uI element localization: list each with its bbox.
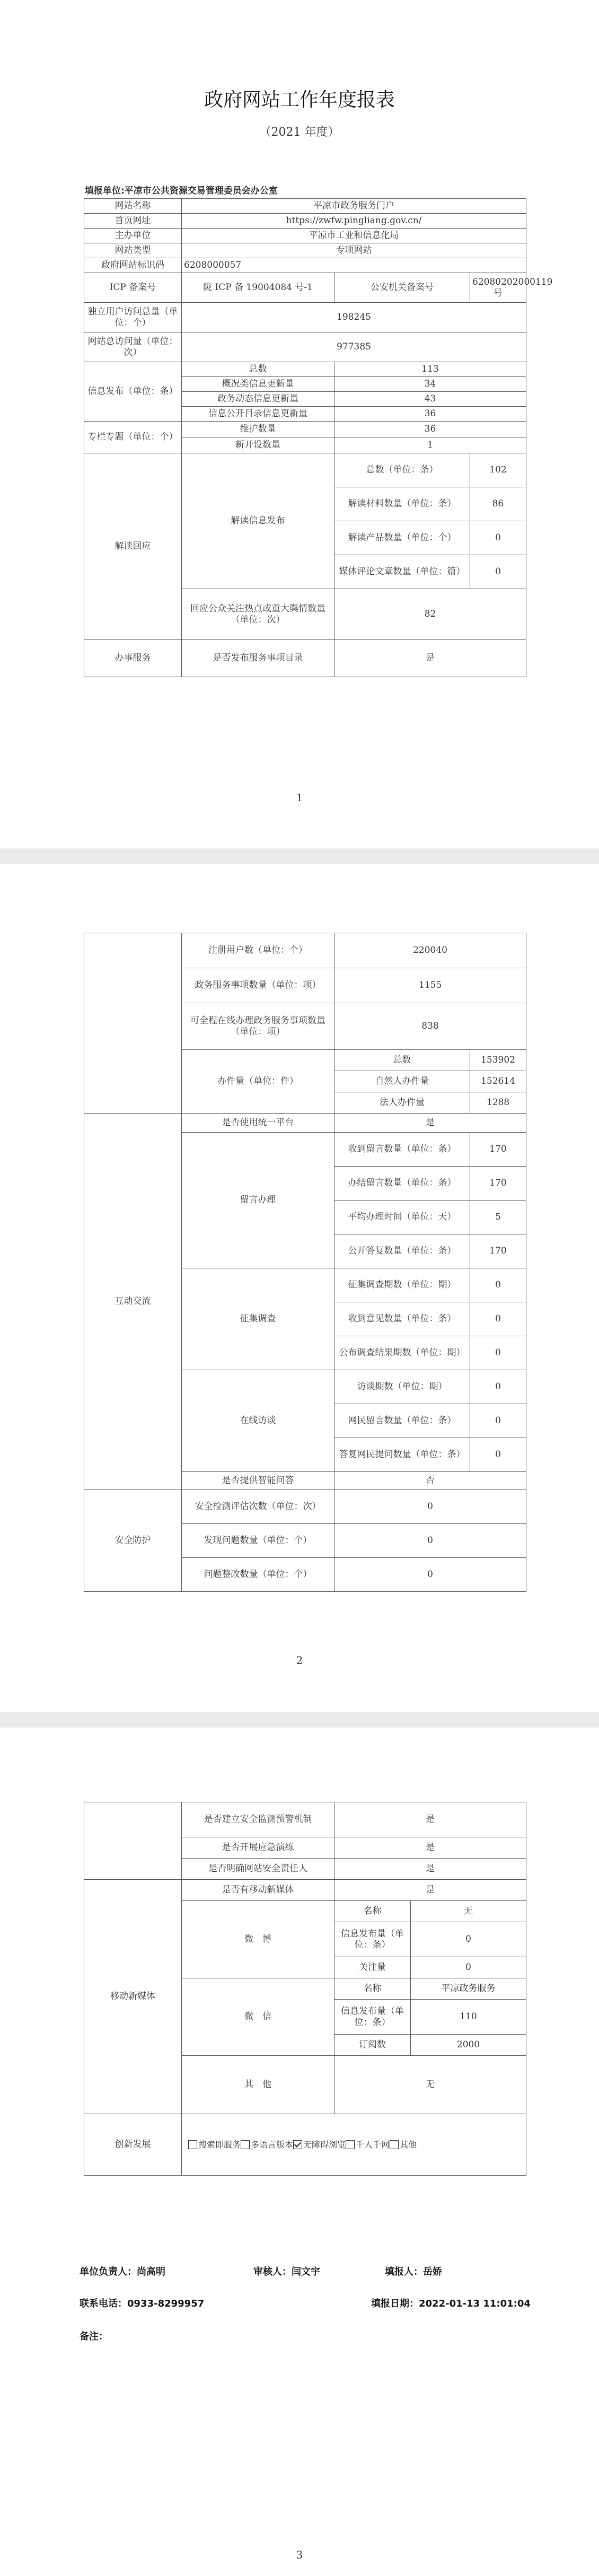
security-label: 安全防护 (84, 1490, 182, 1592)
catalog-value: 36 (334, 407, 526, 422)
cases-total: 153902 (470, 1050, 526, 1071)
weibo-follow-label: 关注量 (334, 1957, 411, 1978)
netizen-label: 网民留言数量（单位：条） (334, 1404, 470, 1438)
innovation-option[interactable] (293, 2140, 346, 2150)
closed-label: 办结留言数量（单位：条） (334, 1167, 470, 1201)
service-label: 办事服务 (84, 640, 182, 677)
other-value: 无 (334, 2056, 526, 2114)
site-name-label: 网站名称 (84, 199, 182, 214)
items-value: 1155 (334, 968, 526, 1003)
pv-value: 977385 (182, 332, 526, 362)
found-label: 发现问题数量（单位：个） (182, 1524, 334, 1558)
result-label: 公布调查结果期数（单位：期） (334, 1336, 470, 1370)
uv-label: 独立用户访问总量（单位：个） (84, 303, 182, 332)
users-value: 220040 (334, 933, 526, 968)
innovation-label: 创新发展 (84, 2114, 182, 2176)
online-label: 可全程在线办理政务服务事项数量（单位：项） (182, 1003, 334, 1050)
column-label: 专栏专题（单位：个） (84, 422, 182, 453)
platform-label: 是否使用统一平台 (182, 1114, 334, 1133)
option-label: 千人千网 (356, 2139, 390, 2150)
mobile-has-label: 是否有移动新媒体 (182, 1880, 334, 1901)
interview-label: 在线访谈 (182, 1370, 334, 1472)
publish-label: 是否发布服务事项目录 (182, 640, 334, 677)
interpret-total-label: 总数（单位：条） (334, 453, 470, 487)
reviewer: 审核人：闫文宇 (253, 2266, 320, 2277)
page-number: 3 (296, 2548, 303, 2561)
checkbox-icon[interactable] (346, 2140, 355, 2149)
info-total: 113 (334, 362, 526, 377)
weibo-posts: 0 (411, 1922, 526, 1957)
smart-value: 否 (334, 1472, 526, 1490)
icp-number: 陇 ICP 备 19004084 号-1 (182, 273, 334, 303)
answer-value: 0 (470, 1438, 526, 1472)
survey-count-label: 征集调查期数（单位：期） (334, 1268, 470, 1302)
found-value: 0 (334, 1524, 526, 1558)
monitor-label: 是否建立安全监测预警机制 (182, 1802, 334, 1837)
page-gap (0, 1712, 599, 1728)
publish-value: 是 (334, 640, 526, 677)
interpret-sub-label: 解读信息发布 (182, 453, 334, 589)
check-label: 安全检测评估次数（单位：次） (182, 1490, 334, 1524)
survey-count: 0 (470, 1268, 526, 1302)
column-new: 1 (334, 437, 526, 453)
interaction-label: 互动交流 (84, 1114, 182, 1490)
site-type: 专项网站 (182, 243, 526, 258)
page-number: 2 (296, 1654, 303, 1667)
police-label: 公安机关备案号 (334, 273, 470, 303)
owner-label: 是否明确网站安全责任人 (182, 1859, 334, 1880)
column-maintain-label: 维护数量 (182, 422, 334, 437)
users-label: 注册用户数（单位：个） (182, 933, 334, 968)
host-label: 主办单位 (84, 229, 182, 243)
site-code-label: 政府网站标识码 (84, 258, 182, 273)
smart-label: 是否提供智能问答 (182, 1472, 334, 1490)
option-label: 其他 (400, 2139, 417, 2150)
wechat-sub-label: 订阅数 (334, 2035, 411, 2056)
checkbox-icon[interactable] (188, 2140, 197, 2149)
page-1 (0, 0, 599, 848)
interpret-total: 102 (470, 453, 526, 487)
dynamic-label: 政务动态信息更新量 (182, 392, 334, 407)
weibo-name-label: 名称 (334, 1901, 411, 1922)
wechat-sub: 2000 (411, 2035, 526, 2056)
host-unit: 平凉市工业和信息化局 (182, 229, 526, 243)
online-value: 838 (334, 1003, 526, 1050)
netizen-value: 0 (470, 1404, 526, 1438)
product-value: 0 (470, 521, 526, 555)
checkbox-icon[interactable] (390, 2140, 399, 2149)
page-title: 政府网站工作年度报表 (204, 89, 395, 111)
overview-label: 概况类信息更新量 (182, 377, 334, 392)
mobile-has: 是 (334, 1880, 526, 1901)
security-cont-cell (84, 1802, 182, 1880)
option-label: 多语言版本 (251, 2139, 294, 2150)
public-label: 公开答复数量（单位：条） (334, 1234, 470, 1268)
interpret-label: 解读回应 (84, 453, 182, 640)
mobile-label: 移动新媒体 (84, 1880, 182, 2114)
wechat-posts: 110 (411, 2000, 526, 2035)
service-cont-cell (84, 933, 182, 1114)
filler: 填报人：岳娇 (385, 2266, 442, 2277)
natural-value: 152614 (470, 1071, 526, 1092)
info-label: 信息发布（单位：条） (84, 362, 182, 422)
fill-date: 填报日期：2022-01-13 11:01:04 (371, 2298, 531, 2309)
product-label: 解读产品数量（单位：个） (334, 521, 470, 555)
overview-value: 34 (334, 377, 526, 392)
page-gap (0, 848, 599, 864)
material-label: 解读材料数量（单位：条） (334, 487, 470, 521)
report-table-page-1 (84, 198, 553, 677)
media-label: 媒体评论文章数量（单位：篇） (334, 555, 470, 589)
option-label: 无障碍浏览 (303, 2139, 346, 2150)
contact-phone: 联系电话：0933-8299957 (80, 2298, 205, 2309)
items-label: 政务服务事项数量（单位：项） (182, 968, 334, 1003)
received-label: 收到留言数量（单位：条） (334, 1133, 470, 1167)
innovation-option[interactable] (241, 2140, 293, 2150)
interview-count: 0 (470, 1370, 526, 1404)
opinion-label: 收到意见数量（单位：条） (334, 1302, 470, 1336)
message-label: 留言办理 (182, 1133, 334, 1268)
checkbox-icon[interactable] (241, 2140, 250, 2149)
monitor-value: 是 (334, 1802, 526, 1837)
innovation-option[interactable] (188, 2140, 241, 2150)
police-number: 62080202000119 号 (470, 273, 526, 303)
public-value: 170 (470, 1234, 526, 1268)
avg-label: 平均办理时间（单位：天） (334, 1201, 470, 1234)
interview-count-label: 访谈期数（单位：期） (334, 1370, 470, 1404)
fixed-label: 问题整改数量（单位：个） (182, 1558, 334, 1592)
material-value: 86 (470, 487, 526, 521)
dynamic-value: 43 (334, 392, 526, 407)
fixed-value: 0 (334, 1558, 526, 1592)
legal-value: 1288 (470, 1092, 526, 1114)
owner-value: 是 (334, 1859, 526, 1880)
uv-value: 198245 (182, 303, 526, 332)
cases-total-label: 总数 (334, 1050, 470, 1071)
weibo-label: 微 博 (182, 1901, 334, 1978)
avg-value: 5 (470, 1201, 526, 1234)
opinion-value: 0 (470, 1302, 526, 1336)
info-total-label: 总数 (182, 362, 334, 377)
platform-value: 是 (334, 1114, 526, 1133)
option-label: 搜索即服务 (198, 2139, 241, 2150)
site-type-label: 网站类型 (84, 243, 182, 258)
column-maintain: 36 (334, 422, 526, 437)
remark: 备注： (80, 2331, 108, 2342)
page-3 (0, 1728, 599, 2576)
weibo-posts-label: 信息发布量（单位：条） (334, 1922, 411, 1957)
checkbox-checked-icon[interactable] (293, 2140, 302, 2149)
closed-value: 170 (470, 1167, 526, 1201)
pv-label: 网站总访问量（单位：次） (84, 332, 182, 362)
weibo-name: 无 (411, 1901, 526, 1922)
icp-label: ICP 备案号 (84, 273, 182, 303)
innovation-option[interactable] (346, 2140, 390, 2150)
column-new-label: 新开设数量 (182, 437, 334, 453)
survey-label: 征集调查 (182, 1268, 334, 1370)
report-table-page-3 (84, 1802, 526, 2176)
catalog-label: 信息公开目录信息更新量 (182, 407, 334, 422)
media-value: 0 (470, 555, 526, 589)
natural-label: 自然人办件量 (334, 1071, 470, 1092)
report-table-page-2 (84, 933, 526, 1592)
drill-label: 是否开展应急演练 (182, 1837, 334, 1859)
answer-label: 答复网民提问数量（单位：条） (334, 1438, 470, 1472)
wechat-posts-label: 信息发布量（单位：条） (334, 2000, 411, 2035)
innovation-options (182, 2114, 526, 2176)
home-url: https://zwfw.pingliang.gov.cn/ (182, 214, 526, 229)
response-label: 回应公众关注热点或重大舆情数量（单位：次） (182, 589, 334, 640)
result-value: 0 (470, 1336, 526, 1370)
wechat-name-label: 名称 (334, 1978, 411, 2000)
report-year: （2021 年度） (259, 126, 340, 139)
weibo-follow: 0 (411, 1957, 526, 1978)
home-url-label: 首页网址 (84, 214, 182, 229)
page-number: 1 (296, 791, 303, 804)
legal-label: 法人办件量 (334, 1092, 470, 1114)
page-2 (0, 864, 599, 1712)
response-value: 82 (334, 589, 526, 640)
other-label: 其 他 (182, 2056, 334, 2114)
wechat-label: 微 信 (182, 1978, 334, 2056)
cases-label: 办件量（单位：件） (182, 1050, 334, 1114)
drill-value: 是 (334, 1837, 526, 1859)
innovation-option[interactable] (390, 2140, 417, 2150)
reporting-unit: 填报单位:平凉市公共资源交易管理委员会办公室 (85, 186, 278, 196)
wechat-name: 平凉政务服务 (411, 1978, 526, 2000)
site-name: 平凉市政务服务门户 (182, 199, 526, 214)
site-code: 6208000057 (182, 258, 526, 273)
unit-leader: 单位负责人：尚高明 (80, 2266, 165, 2277)
received-value: 170 (470, 1133, 526, 1167)
check-value: 0 (334, 1490, 526, 1524)
